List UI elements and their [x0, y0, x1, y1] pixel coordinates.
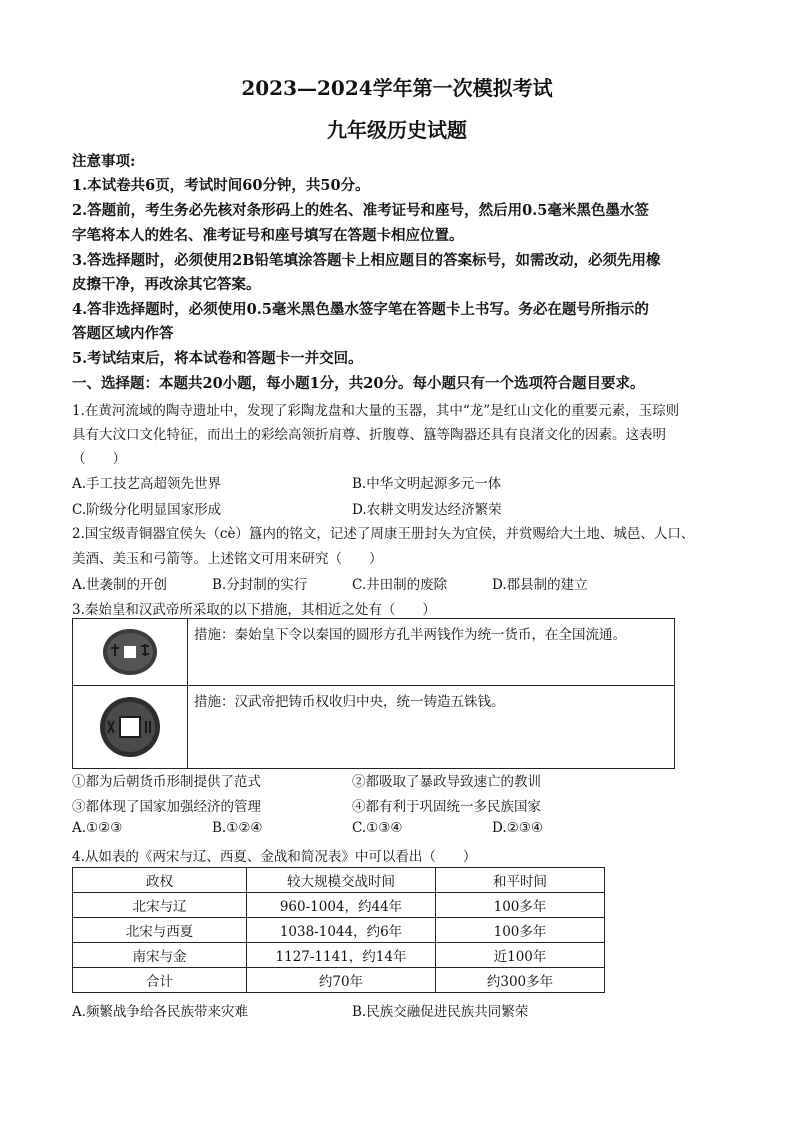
- question-1-stem: （ ）: [72, 451, 126, 467]
- question-3-statement: ①都为后朝货币形制提供了范式: [72, 774, 261, 790]
- column-header: 和平时间: [436, 868, 605, 893]
- question-4-stem: 4.从如表的《两宋与辽、西夏、金战和简况表》中可以看出（ ）: [72, 849, 477, 865]
- question-3-statement: ④都有利于巩固统一多民族国家: [352, 799, 541, 815]
- table-cell: 北宋与辽: [73, 893, 247, 918]
- question-1-stem: 1.在黄河流域的陶寺遗址中，发现了彩陶龙盘和大量的玉器，其中“龙”是红山文化的重要元素，玉琮则: [72, 403, 680, 419]
- table-cell: 约300多年: [436, 968, 605, 993]
- war-peace-table: [72, 867, 605, 993]
- table-cell: 约70年: [247, 968, 436, 993]
- note-line: 4.答非选择题时，必须使用0.5毫米黑色墨水签字笔在答题卡上书写。务必在题号所指示的: [72, 301, 649, 318]
- coin-measure-text: 措施：汉武帝把铸币权收归中央，统一铸造五铢钱。: [188, 686, 675, 769]
- question-2-option-c: C.井田制的废除: [352, 577, 448, 593]
- question-2-stem: 2.国宝级青铜器宜侯夨（cè）簋内的铭文，记述了周康王册封夨为宜侯，并赏赐给大土地、城邑、人口、: [72, 526, 695, 542]
- wuzhu-coin-image: [98, 695, 162, 759]
- question-3-statement: ③都体现了国家加强经济的管理: [72, 799, 261, 815]
- table-row: [73, 943, 605, 968]
- question-2-option-b: B.分封制的实行: [212, 577, 308, 593]
- table-cell: 1038-1044，约6年: [247, 918, 436, 943]
- coin-measure-text: 措施：秦始皇下令以秦国的圆形方孔半两钱作为统一货币，在全国流通。: [188, 619, 675, 686]
- table-cell: 合计: [73, 968, 247, 993]
- question-1-option-d: D.农耕文明发达经济繁荣: [352, 502, 502, 518]
- notes-heading: 注意事项:: [72, 153, 136, 170]
- question-3-option-a: A.①②③: [72, 820, 123, 836]
- question-3-option-b: B.①②④: [212, 820, 263, 836]
- table-cell: 北宋与西夏: [73, 918, 247, 943]
- banliang-coin-image: [100, 626, 160, 678]
- table-cell: 1127-1141，约14年: [247, 943, 436, 968]
- column-header: 政权: [73, 868, 247, 893]
- table-row: [73, 686, 675, 769]
- question-1-option-c: C.阶级分化明显国家形成: [72, 502, 222, 518]
- note-line: 2.答题前，考生务必先核对条形码上的姓名、准考证号和座号，然后用0.5毫米黑色墨水签: [72, 202, 649, 219]
- table-row: [73, 968, 605, 993]
- table-cell: 100多年: [436, 893, 605, 918]
- section-heading: 一、选择题：本题共20小题，每小题1分，共20分。每小题只有一个选项符合题目要求。: [72, 375, 645, 392]
- table-cell: 100多年: [436, 918, 605, 943]
- question-4-option-a: A.频繁战争给各民族带来灾难: [72, 1004, 249, 1020]
- question-2-option-a: A.世袭制的开创: [72, 577, 168, 593]
- question-3-option-d: D.②③④: [492, 820, 543, 836]
- table-row: [73, 893, 605, 918]
- table-header-row: [73, 868, 605, 893]
- table-row: [73, 619, 675, 686]
- note-line: 答题区域内作答: [72, 325, 174, 342]
- column-header: 较大规模交战时间: [247, 868, 436, 893]
- table-row: [73, 918, 605, 943]
- table-cell: 南宋与金: [73, 943, 247, 968]
- note-line: 字笔将本人的姓名、准考证号和座号填写在答题卡相应位置。: [72, 227, 464, 244]
- question-3-option-c: C.①③④: [352, 820, 403, 836]
- question-3-table: [72, 618, 675, 769]
- note-line: 1.本试卷共6页，考试时间60分钟，共50分。: [72, 177, 370, 194]
- note-line: 3.答选择题时，必须使用2B铅笔填涂答题卡上相应题目的答案标号，如需改动，必须先用橡: [72, 252, 661, 269]
- coin-cell: [73, 619, 188, 686]
- exam-title: 2023—2024学年第一次模拟考试: [241, 76, 553, 100]
- question-2-option-d: D.郡县制的建立: [492, 577, 588, 593]
- note-line: 皮擦干净，再改涂其它答案。: [72, 276, 261, 293]
- question-3-stem: 3.秦始皇和汉武帝所采取的以下措施，其相近之处有（ ）: [72, 602, 436, 618]
- question-2-stem: 美酒、美玉和弓箭等。上述铭文可用来研究（ ）: [72, 551, 383, 567]
- exam-subtitle: 九年级历史试题: [327, 118, 467, 142]
- table-cell: 近100年: [436, 943, 605, 968]
- question-3-statement: ②都吸取了暴政导致速亡的教训: [352, 774, 541, 790]
- table-cell: 960-1004，约44年: [247, 893, 436, 918]
- question-1-option-a: A.手工技艺高超领先世界: [72, 476, 222, 492]
- coin-cell: [73, 686, 188, 769]
- note-line: 5.考试结束后，将本试卷和答题卡一并交回。: [72, 350, 363, 367]
- question-4-option-b: B.民族交融促进民族共同繁荣: [352, 1004, 529, 1020]
- question-1-option-b: B.中华文明起源多元一体: [352, 476, 502, 492]
- question-1-stem: 具有大汶口文化特征，而出土的彩绘高领折肩尊、折腹尊、簋等陶器还具有良渚文化的因素。这表明: [72, 427, 666, 443]
